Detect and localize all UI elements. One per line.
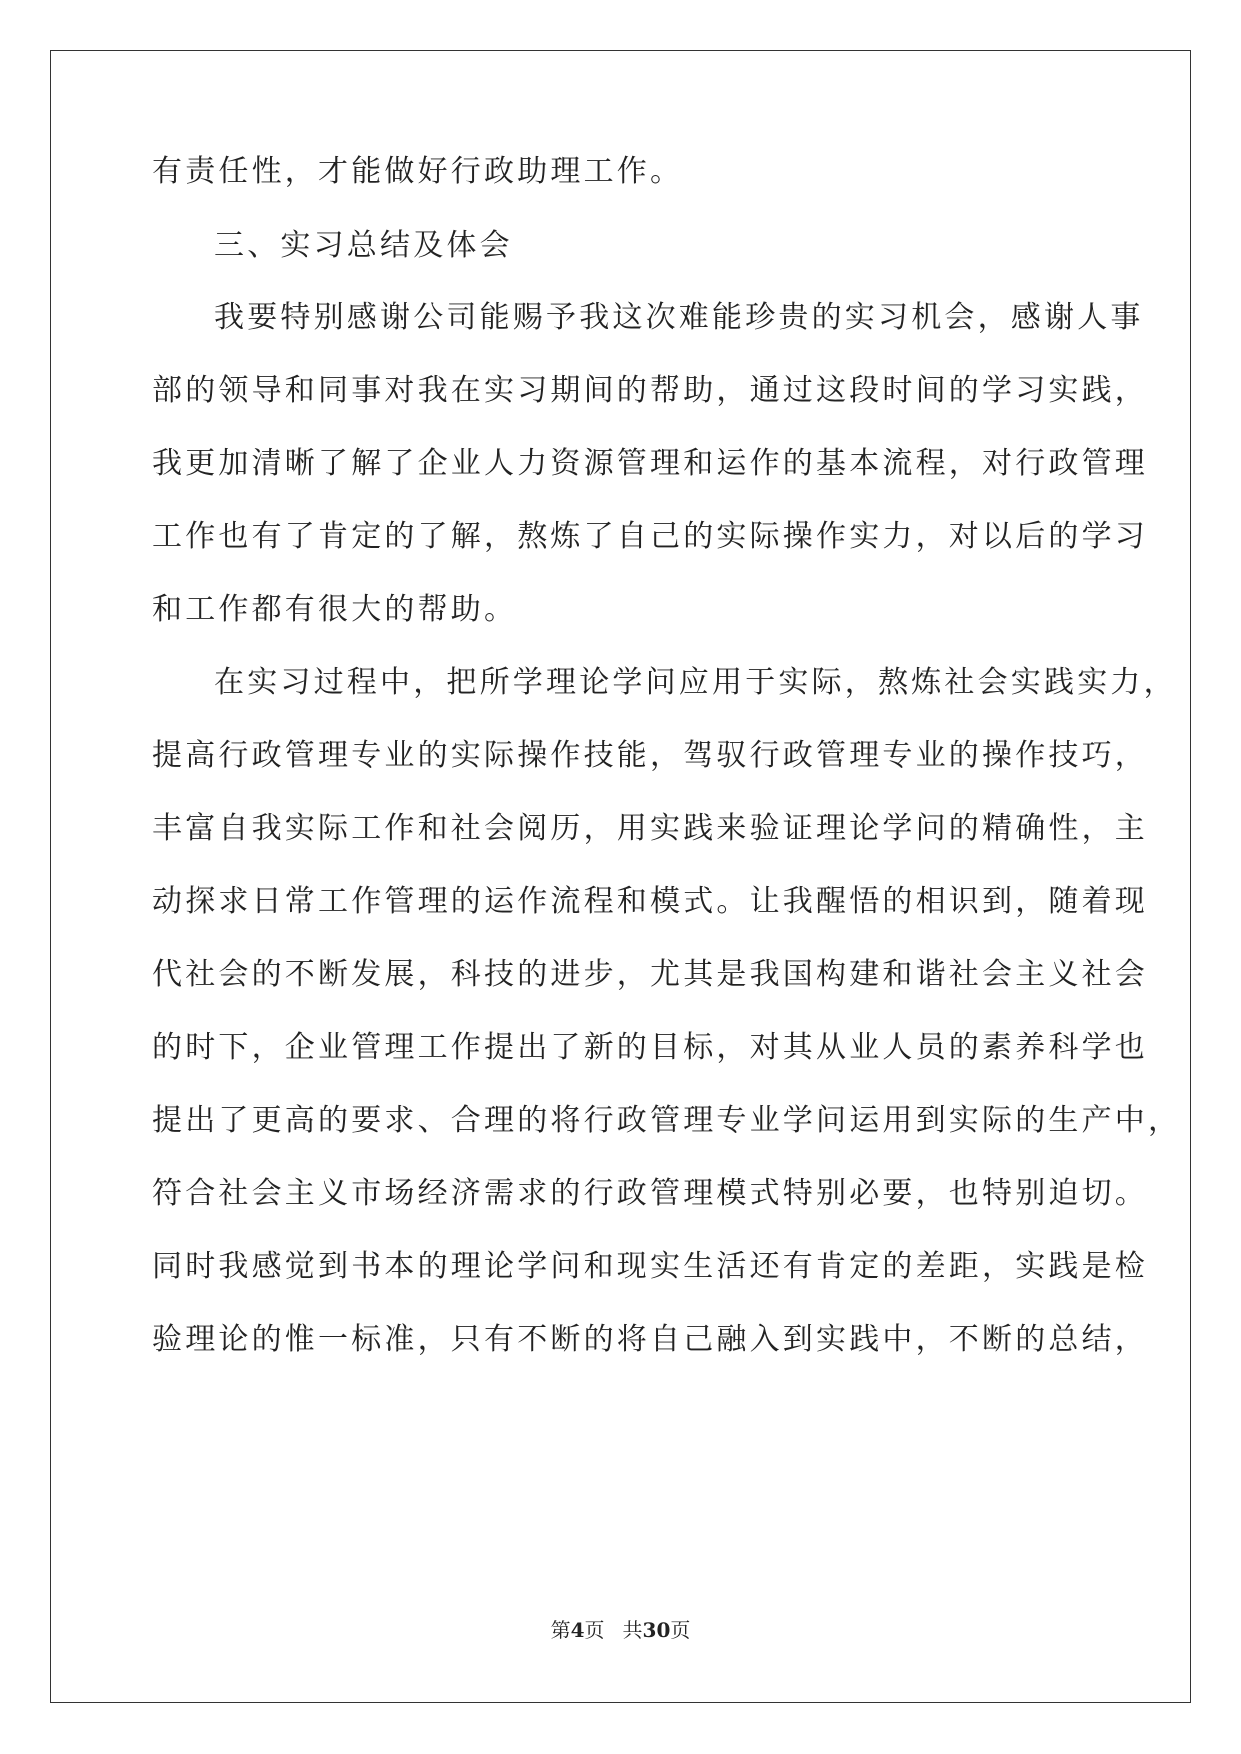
total-prefix: 共 [622,1618,643,1642]
section-heading: 三、实习总结及体会 [214,228,513,263]
body-line-6: 工作也有了肯定的了解，熬炼了自己的实际操作实力，对以后的学习 [152,519,1148,554]
body-line-3: 我要特别感谢公司能赐予我这次难能珍贵的实习机会，感谢人事 [214,300,1144,335]
body-line-17: 验理论的惟一标准，只有不断的将自己融入到实践中，不断的总结， [152,1322,1148,1357]
page-footer [0,1614,1241,1643]
body-line-5: 我更加清晰了解了企业人力资源管理和运作的基本流程，对行政管理 [152,446,1148,481]
page-suffix: 页 [584,1618,605,1642]
body-line-4: 部的领导和同事对我在实习期间的帮助，通过这段时间的学习实践， [152,373,1148,408]
body-line-14: 提出了更高的要求、合理的将行政管理专业学问运用到实际的生产中， [152,1103,1182,1138]
body-line-10: 丰富自我实际工作和社会阅历，用实践来验证理论学问的精确性，主 [152,811,1148,846]
body-line-8: 在实习过程中，把所学理论学问应用于实际，熬炼社会实践实力， [214,665,1177,700]
body-line-9: 提高行政管理专业的实际操作技能，驾驭行政管理专业的操作技巧， [152,738,1148,773]
page-number: 4 [570,1618,585,1642]
total-pages: 30 [642,1618,671,1642]
page-prefix: 第 [550,1618,571,1642]
body-line-11: 动探求日常工作管理的运作流程和模式。让我醒悟的相识到，随着现 [152,884,1148,919]
body-line-16: 同时我感觉到书本的理论学问和现实生活还有肯定的差距，实践是检 [152,1249,1148,1284]
total-suffix: 页 [670,1618,691,1642]
body-line-7: 和工作都有很大的帮助。 [152,592,518,627]
body-line-12: 代社会的不断发展，科技的进步，尤其是我国构建和谐社会主义社会 [152,957,1148,992]
body-line-13: 的时下，企业管理工作提出了新的目标，对其从业人员的素养科学也 [152,1030,1148,1065]
body-line-15: 符合社会主义市场经济需求的行政管理模式特别必要，也特别迫切。 [152,1176,1148,1211]
body-line-1: 有责任性，才能做好行政助理工作。 [152,154,684,189]
